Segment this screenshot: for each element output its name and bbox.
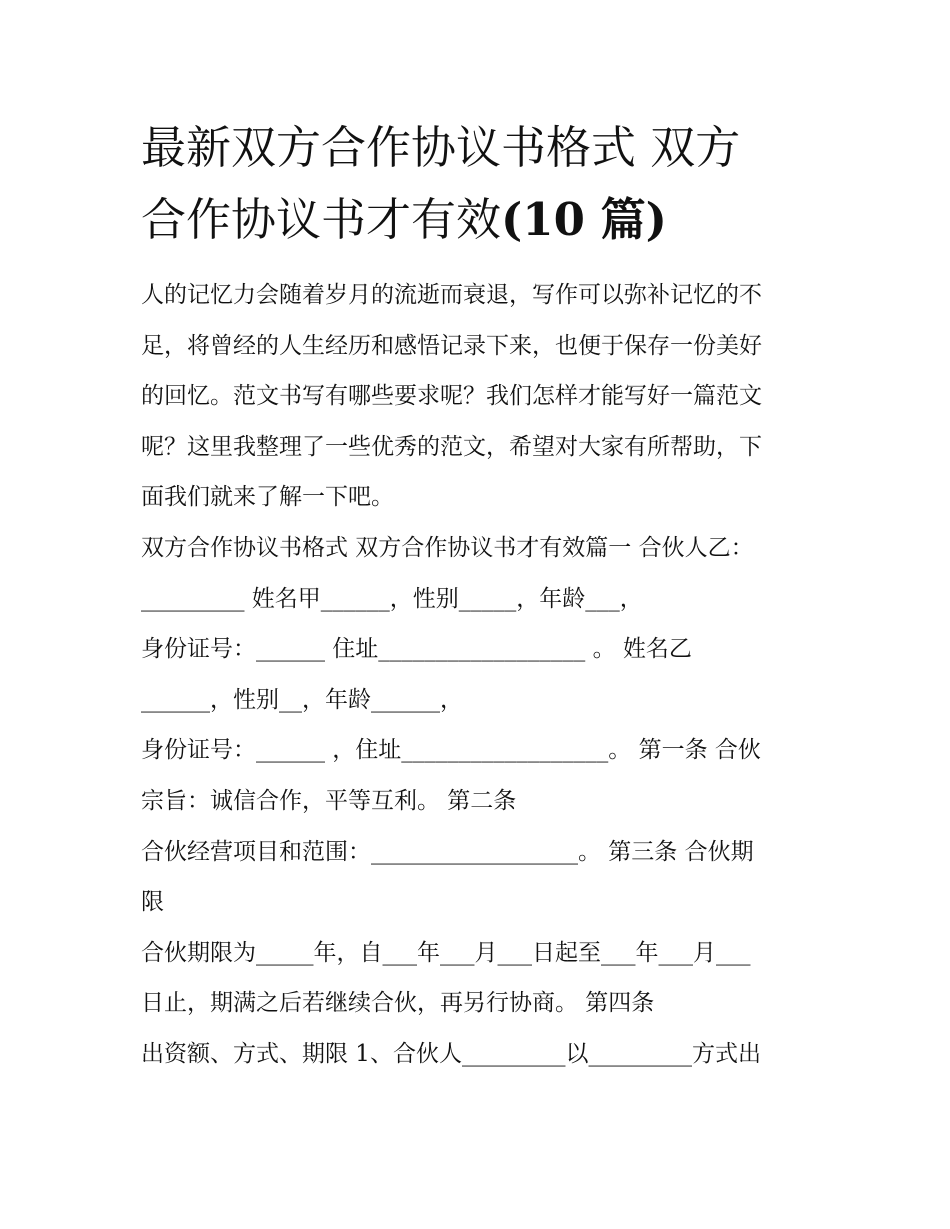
body-line: 合伙期限为_____年，自___年___月___日起至___年___月___ [141,939,751,966]
body-line: 宗旨：诚信合作，平等互利。 第二条 [141,787,517,814]
body-line: 限 [141,889,164,916]
body-line: 面我们就来了解一下吧。 [141,484,394,511]
body-line: 身份证号：______ ，住址__________________。 第一条 合伙 [141,737,761,764]
document-body [141,270,821,1080]
title-line: 最新双方合作协议书格式 双方 [141,121,741,174]
body-line: 的回忆。范文书写有哪些要求呢？我们怎样才能写好一篇范文 [141,383,762,410]
title-line: 合作协议书才有效(10 篇) [141,193,667,246]
body-line: 人的记忆力会随着岁月的流逝而衰退，写作可以弥补记忆的不 [141,282,762,308]
body-line: 双方合作协议书格式 双方合作协议书才有效篇一 合伙人乙： [141,534,754,561]
body-line: 出资额、方式、期限 1、合伙人_________以_________方式出 [141,1040,761,1067]
body-line: ______，性别__，年龄______， [141,686,463,713]
body-line: 呢？这里我整理了一些优秀的范文，希望对大家有所帮助，下 [141,433,762,460]
body-line: _________ 姓名甲______，性别_____，年龄___， [141,585,643,612]
document-title [141,112,821,256]
body-line: 身份证号：______ 住址__________________ 。 姓名乙 [141,636,692,663]
body-line: 合伙经营项目和范围：__________________。 第三条 合伙期 [141,838,754,865]
document-page [141,112,821,1080]
body-line: 足，将曾经的人生经历和感悟记录下来，也便于保存一份美好 [141,332,762,359]
title-count: (10 篇) [501,193,667,246]
body-line: 日止，期满之后若继续合伙，再另行协商。 第四条 [141,990,655,1017]
